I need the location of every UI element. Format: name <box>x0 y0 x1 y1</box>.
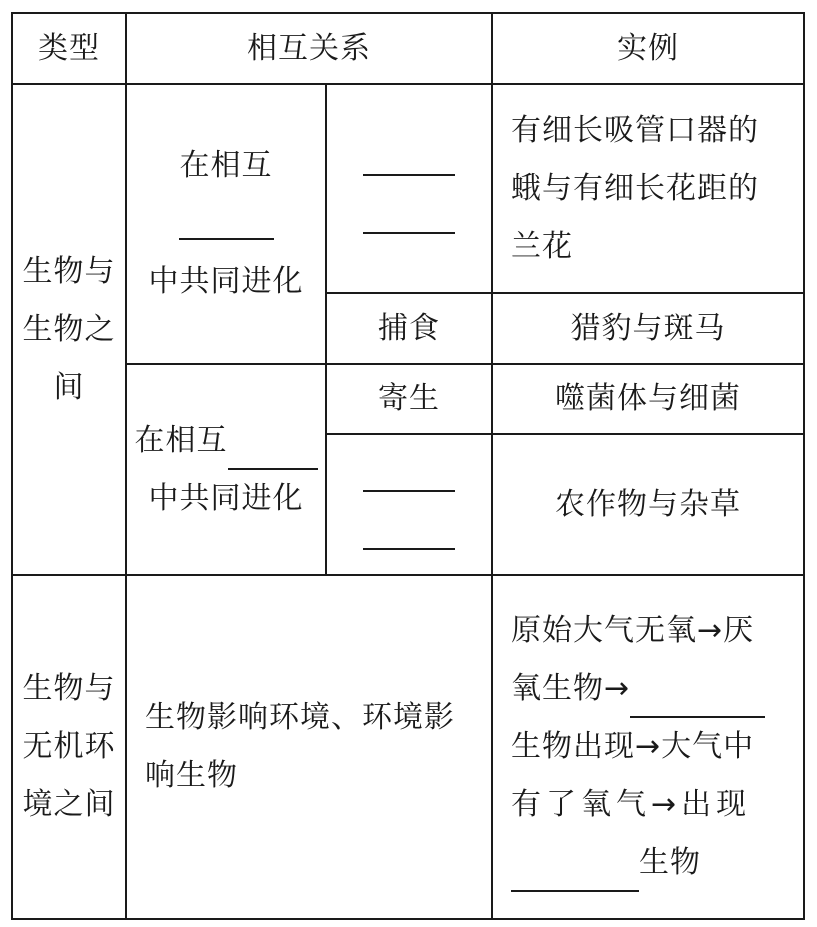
type-organism-organism <box>13 85 125 574</box>
answer-blank[interactable] <box>511 860 639 892</box>
example-line2-prefix: 氧生物→ <box>511 671 631 706</box>
mutualism-blank-cell <box>327 85 491 292</box>
type-organism-environment <box>13 576 125 918</box>
parasitism-label: 寄生 <box>378 381 440 416</box>
competition-example: 农作物与杂草 <box>555 486 741 522</box>
group1-blank-row <box>179 195 274 253</box>
type-line: 无机环 <box>22 729 116 764</box>
border-right <box>803 12 805 920</box>
group2-relation <box>127 365 325 574</box>
relation-organism-environment <box>127 576 491 918</box>
example-line: 原始大气无氧→厌 <box>511 613 755 648</box>
group2-suffix: 中共同进化 <box>148 480 304 516</box>
example-line: 兰花 <box>511 228 573 264</box>
answer-blank[interactable] <box>363 144 455 176</box>
group1-prefix: 在相互 <box>179 148 273 183</box>
type-line: 境之间 <box>22 787 116 822</box>
predation-example: 猎豹与斑马 <box>570 310 726 346</box>
example-moth-orchid <box>493 85 803 292</box>
parasitism-example: 噬菌体与细菌 <box>555 381 741 416</box>
answer-blank[interactable] <box>363 518 455 550</box>
blank-row <box>363 131 455 189</box>
example-line: 有了氧气→出现 <box>511 787 752 822</box>
answer-blank[interactable] <box>179 208 274 240</box>
example-line-5 <box>511 834 701 892</box>
answer-blank[interactable] <box>363 202 455 234</box>
type-line: 生物与 <box>22 253 116 289</box>
example-line-2 <box>511 660 765 718</box>
type-line: 生物之 <box>22 311 116 347</box>
group1-relation <box>127 85 325 363</box>
header-relation: 相互关系 <box>247 30 371 66</box>
type-line: 间 <box>53 369 85 405</box>
answer-blank[interactable] <box>630 686 765 718</box>
example-line5-suffix: 生物 <box>639 845 701 880</box>
border-bottom <box>11 918 805 920</box>
example-line: 有细长吸管口器的 <box>511 112 759 148</box>
header-example: 实例 <box>617 30 679 66</box>
example-line: 蛾与有细长花距的 <box>511 170 759 206</box>
competition-blank-cell <box>327 435 491 574</box>
group2-prefix-row <box>135 412 318 470</box>
answer-blank[interactable] <box>228 438 318 470</box>
example-line: 生物出现→大气中 <box>511 729 755 764</box>
relation-line: 生物影响环境、环境影 <box>145 700 455 735</box>
evolution-table <box>11 12 805 920</box>
blank-row <box>363 189 455 247</box>
group1-suffix: 中共同进化 <box>148 264 304 299</box>
example-atmosphere-evolution <box>493 576 803 918</box>
blank-row <box>363 447 455 505</box>
type-line: 生物与 <box>22 671 116 706</box>
relation-line: 响生物 <box>145 758 238 793</box>
predation-label: 捕食 <box>378 310 440 346</box>
group2-prefix: 在相互 <box>134 422 228 458</box>
header-type: 类型 <box>38 30 100 66</box>
answer-blank[interactable] <box>363 460 455 492</box>
blank-row <box>363 505 455 563</box>
